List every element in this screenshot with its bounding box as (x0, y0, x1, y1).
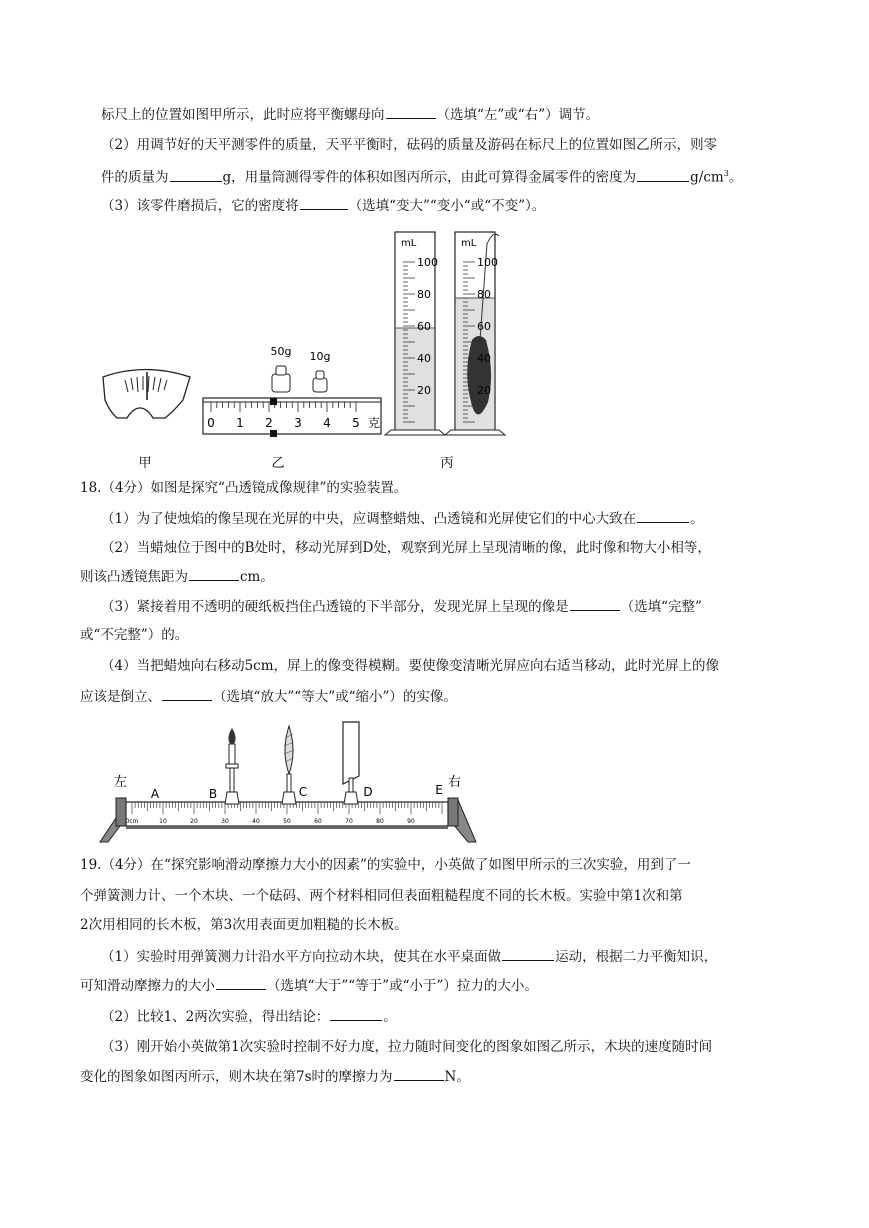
caption-jia: 甲 (138, 456, 152, 471)
bench-tick-label: 30 (221, 818, 229, 825)
label-right: 右 (448, 775, 462, 790)
q19-line-3: 2次用相同的长木板，第3次用表面更加粗糙的长木板。 (80, 917, 408, 933)
answer-blank[interactable] (386, 104, 436, 119)
bench-tick-label: 50 (283, 818, 291, 825)
cylinder-tick-label: 40 (417, 352, 431, 365)
answer-blank[interactable] (216, 975, 266, 990)
bench-tick-label: 70 (345, 818, 353, 825)
q18-line-7: （4）当把蜡烛向右移动5cm，屏上的像变得模糊。要使像变清晰光屏应向右适当移动，此时光屏上的像 (101, 658, 720, 674)
q18-stem: 18.（4分）如图是探究“凸透镜成像规律”的实验装置。 (80, 480, 408, 496)
cylinder-tick-label: 80 (477, 288, 491, 301)
scale-tick-label: 1 (236, 416, 244, 430)
bench-tick-label: 20 (190, 818, 198, 825)
balance-dial-icon (103, 370, 190, 419)
q19-line-5: 可知滑动摩擦力的大小 （选填“大于”“等于”或“小于”）拉力的大小。 (80, 975, 538, 996)
scale-tick-label: 2 (265, 416, 273, 430)
label-left: 左 (114, 775, 128, 790)
convex-lens-icon (282, 726, 296, 804)
answer-blank[interactable] (637, 508, 689, 523)
answer-blank[interactable] (502, 946, 554, 961)
q17-line-2: （2）用调节好的天平测零件的质量，天平平衡时，砝码的质量及游码在标尺上的位置如图乙所示，则零 (101, 137, 718, 153)
scale-tick-label: 3 (294, 416, 302, 430)
weight-50g-icon (272, 366, 290, 392)
caption-yi: 乙 (271, 456, 285, 471)
cylinder-tick-label: 20 (477, 384, 491, 397)
caption-bing: 丙 (440, 456, 454, 471)
answer-blank[interactable] (570, 596, 620, 611)
cylinder-tick-label: 100 (417, 256, 438, 269)
bench-tick-label: 40 (252, 818, 260, 825)
scale-unit: 克 (368, 416, 381, 430)
q19-line-8: 变化的图象如图丙所示，则木块在第7s时的摩擦力为 N。 (80, 1066, 470, 1087)
q17-line-3: 件的质量为 g，用量筒测得零件的体积如图丙所示，由此可算得金属零件的密度为 $g/cm^3$。 (101, 164, 742, 188)
answer-blank[interactable] (637, 167, 689, 182)
q18-line-8: 应该是倒立、 （选填“放大”“等大”或“缩小”）的实像。 (80, 686, 457, 707)
q18-line-2: （1）为了使烛焰的像呈现在光屏的中央，应调整蜡烛、凸透镜和光屏使它们的中心大致在 。 (101, 508, 704, 529)
weight-50g-label: 50g (270, 345, 292, 358)
q18-line-6: 或“不完整”）的。 (80, 627, 189, 643)
light-screen-icon (343, 722, 359, 804)
answer-blank[interactable] (189, 566, 239, 581)
bench-tick-label: 10 (159, 818, 167, 825)
cylinder-tick-label: 100 (477, 256, 498, 269)
scale-tick-label: 4 (323, 416, 331, 430)
q18-line-4: 则该凸透镜焦距为 cm。 (80, 566, 274, 587)
q18-line-3: （2）当蜡烛位于图中的B处时，移动光屏到D处，观察到光屏上呈现清晰的像，此时像和物大小相等， (101, 540, 711, 556)
q18-line-5: （3）紧接着用不透明的硬纸板挡住凸透镜的下半部分，发现光屏上呈现的像是 （选填“完整” (101, 596, 702, 617)
cylinder-2-unit: mL (461, 238, 477, 249)
answer-blank[interactable] (162, 686, 212, 701)
cylinder-tick-label: 60 (417, 320, 431, 333)
point-label-B: B (208, 787, 218, 801)
answer-blank[interactable] (394, 1066, 444, 1081)
bench-tick-label: 80 (376, 818, 384, 825)
candle-icon (225, 728, 239, 804)
weight-10g-label: 10g (309, 350, 331, 363)
scale-tick-label: 5 (352, 416, 360, 430)
bench-tick-label: 60 (314, 818, 322, 825)
point-label-C: C (298, 785, 308, 799)
q19-line-4: （1）实验时用弹簧测力计沿水平方向拉动木块，使其在水平桌面做 运动，根据二力平衡知识， (101, 946, 717, 967)
q19-line-6: （2）比较1、2两次实验，得出结论： 。 (101, 1006, 397, 1027)
cylinder-tick-label: 80 (417, 288, 431, 301)
cylinder-tick-label: 20 (417, 384, 431, 397)
q17-line-4: （3）该零件磨损后，它的密度将 （选填“变大”“变小“或“不变”）。 (101, 195, 545, 216)
answer-blank[interactable] (300, 195, 348, 210)
q19-stem: 19.（4分）在“探究影响滑动摩擦力大小的因素”的实验中，小英做了如图甲所示的三次实验，用到了一 (80, 857, 691, 873)
answer-blank[interactable] (170, 167, 222, 182)
optical-bench-figure (96, 716, 480, 848)
point-label-A: A (150, 787, 160, 801)
cylinder-tick-label: 40 (477, 352, 491, 365)
q19-line-2: 个弹簧测力计、一个木块、一个砝码、两个材料相同但表面粗糙程度不同的长木板。实验中第1次和第 (80, 888, 683, 904)
bench-tick-label: 90 (407, 818, 415, 825)
answer-blank[interactable] (330, 1006, 382, 1021)
q17-line-1: 标尺上的位置如图甲所示，此时应将平衡螺母向 （选填“左”或“右”）调节。 (101, 104, 599, 125)
scale-tick-label: 0 (207, 416, 215, 430)
cylinder-1-unit: mL (401, 238, 417, 249)
q17-figure (95, 222, 525, 472)
rider-marker (270, 430, 277, 437)
q19-line-7: （3）刚开始小英做第1次实验时控制不好力度，拉力随时间变化的图象如图乙所示，木块的速度随时间 (101, 1039, 713, 1055)
cylinder-tick-label: 60 (477, 320, 491, 333)
point-label-E: E (435, 783, 443, 797)
rider-marker (270, 398, 277, 405)
point-label-D: D (363, 785, 373, 799)
bench-tick-label: 0cm (125, 818, 139, 825)
weight-10g-icon (313, 371, 327, 392)
